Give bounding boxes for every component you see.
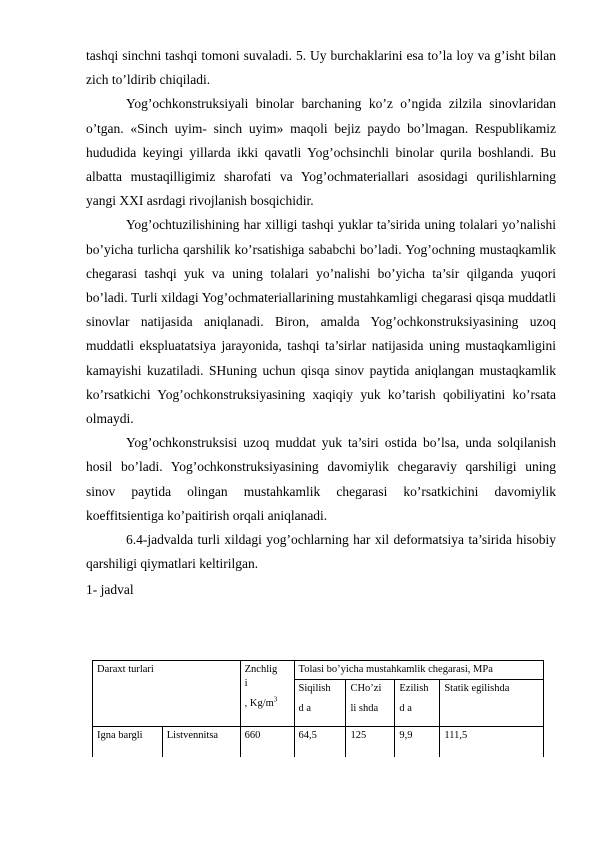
header-density-line1: Znchlig: [244, 664, 278, 675]
paragraph-3: Yog’ochtuzilishining har xilligi tashqi yuklar ta’sirida uning tolalari yo’nalishi bo’yicha turlicha qarshilik ko’rsatishiga sababchi bo’ladi. Yog’ochning mustaqkamlik chegarasi tashqi yuk va uning tolalari yo’nalishi bo’yicha ta’sir qilganda yuqori bo’ladi. Turli xildagi Yog’ochmateriallarining mustahkamligi chegarasi qisqa muddatli sinovlar natijasida aniqlanadi. Biron, amalda Yog’ochkonstruksiyasining uzoq muddatli ekspluatatsiya jarayonida, tashqi ta’sirlar natijasida uning mustaqkamligini kamayishi kuzatiladi. SHuning uchun qisqa sinov paytida aniqlangan mustaqkamlik ko’rsatkichi Yog’ochkonstruksiyasining xaqiqiy yuk ko’tarish qobiliyatini ko’rsata olmaydi.: [86, 217, 556, 427]
header-density-line2: i: [244, 678, 248, 689]
header-compression-l2: d a: [298, 703, 312, 714]
header-compression-l1: Siqilish: [298, 683, 331, 694]
cell-tension: 125: [346, 727, 395, 757]
strength-table: [92, 660, 544, 757]
density-unit-text: , Kg/m: [244, 698, 274, 709]
header-wood-types: Daraxt turlari: [93, 661, 241, 727]
density-unit-sup: 3: [273, 695, 278, 704]
document-body: [86, 44, 556, 603]
table-header-row: [93, 661, 544, 680]
paragraph-2: Yog’ochkonstruksiyali binolar barchaning ko’z o’ngida zilzila sinovlaridan o’tgan. «Sinch uyim- sinch uyim» maqoli bejiz paydo bo’lmagan. Respublikamiz hududida keyingi yillarda ikki qavatli Yog’ochsinchli binolar qurila boshlandi. Bu albatta mustaqilligimiz sharofati va Yog’ochmateriallari asosidagi qurilishlarning yangi XXI asrdagi rivojlanish bosqichidir.: [86, 96, 556, 209]
header-crushing-l2: d a: [399, 703, 412, 714]
header-crushing: [395, 680, 440, 727]
header-tension-l1: CHo’zi: [350, 683, 382, 694]
header-static-bending: Statik egilishda: [440, 680, 544, 727]
cell-group: Igna bargli: [93, 727, 163, 757]
cell-species: Listvennitsa: [162, 727, 240, 757]
paragraph-4: Yog’ochkonstruksisi uzoq muddat yuk ta’siri ostida bo’lsa, unda solqilanish hosil bo’ladi. Yog’ochkonstruksiyasining davomiylik chegaraviy qarshiligi uning sinov paytida olingan mustahkamlik chegarasi ko’rsatkichini davomiylik koeffitsientiga ko’paitirish orqali aniqlanadi.: [86, 435, 556, 523]
cell-crushing: 9,9: [395, 727, 440, 757]
header-compression: [294, 680, 346, 727]
cell-compression: 64,5: [294, 727, 346, 757]
header-density-unit: [245, 697, 290, 711]
header-strength-group: Tolasi bo’yicha mustahkamlik chegarasi, MPa: [294, 661, 543, 680]
header-tension-l2: li shda: [350, 703, 379, 714]
header-tension: [346, 680, 395, 727]
paragraph-1: tashqi sinchni tashqi tomoni suvaladi. 5. Uy burchaklarini esa to’la loy va g’isht bilan zich to’ldirib chiqiladi.: [86, 48, 556, 88]
paragraph-5: 6.4-jadvalda turli xildagi yog’ochlarning har xil deformatsiya ta’sirida hisobiy qarshiligi qiymatlari keltirilgan.: [86, 532, 556, 572]
table-row: [93, 727, 544, 757]
header-density: [240, 661, 294, 727]
table-caption: 1- jadval: [86, 582, 134, 598]
cell-static-bending: 111,5: [440, 727, 544, 757]
header-crushing-l1: Ezilish: [399, 683, 429, 694]
cell-density: 660: [240, 727, 294, 757]
